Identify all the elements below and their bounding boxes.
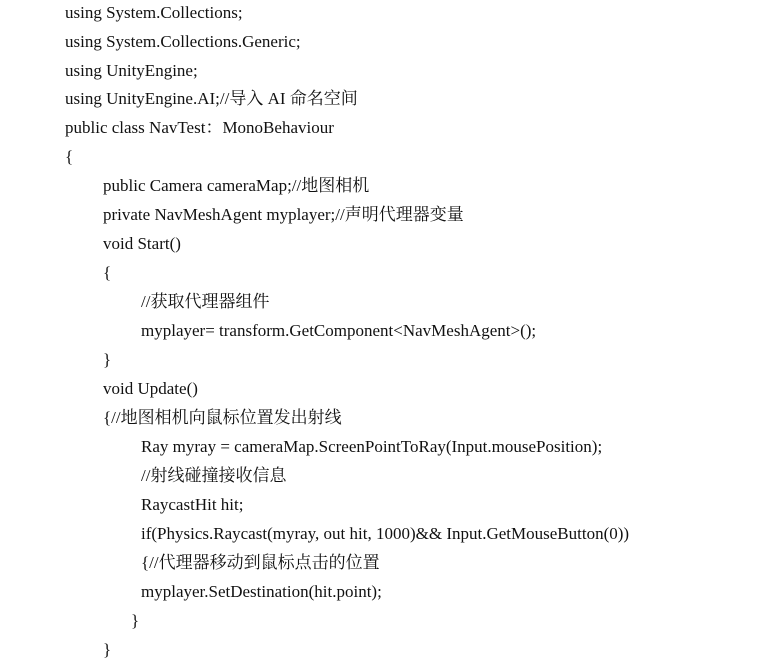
code-line: void Start() xyxy=(103,234,181,253)
code-line: { xyxy=(103,263,112,282)
code-line: } xyxy=(103,640,112,659)
code-line: void Update() xyxy=(103,379,198,398)
code-line: myplayer.SetDestination(hit.point); xyxy=(141,582,382,601)
code-line: using UnityEngine; xyxy=(65,61,198,80)
code-line: //获取代理器组件 xyxy=(141,292,270,311)
code-line: public Camera cameraMap;//地图相机 xyxy=(103,176,370,195)
code-line: public class NavTest：MonoBehaviour xyxy=(65,118,334,137)
code-line: } xyxy=(103,350,112,369)
code-line: Ray myray = cameraMap.ScreenPointToRay(Input.mousePosition); xyxy=(141,437,603,456)
code-line: using System.Collections.Generic; xyxy=(65,32,301,51)
code-line: using System.Collections; xyxy=(65,3,243,22)
code-line: RaycastHit hit; xyxy=(141,495,244,514)
code-line: if(Physics.Raycast(myray, out hit, 1000)&& Input.GetMouseButton(0)) xyxy=(141,524,630,543)
code-line: } xyxy=(131,611,140,630)
code-line: private NavMeshAgent myplayer;//声明代理器变量 xyxy=(103,205,464,224)
code-line: {//代理器移动到鼠标点击的位置 xyxy=(141,553,380,572)
code-line: using UnityEngine.AI;//导入 AI 命名空间 xyxy=(65,89,358,108)
code-line: {//地图相机向鼠标位置发出射线 xyxy=(103,408,342,427)
code-line: //射线碰撞接收信息 xyxy=(141,466,287,485)
code-line: myplayer= transform.GetComponent<NavMeshAgent>(); xyxy=(141,321,537,340)
code-line: { xyxy=(65,147,74,166)
